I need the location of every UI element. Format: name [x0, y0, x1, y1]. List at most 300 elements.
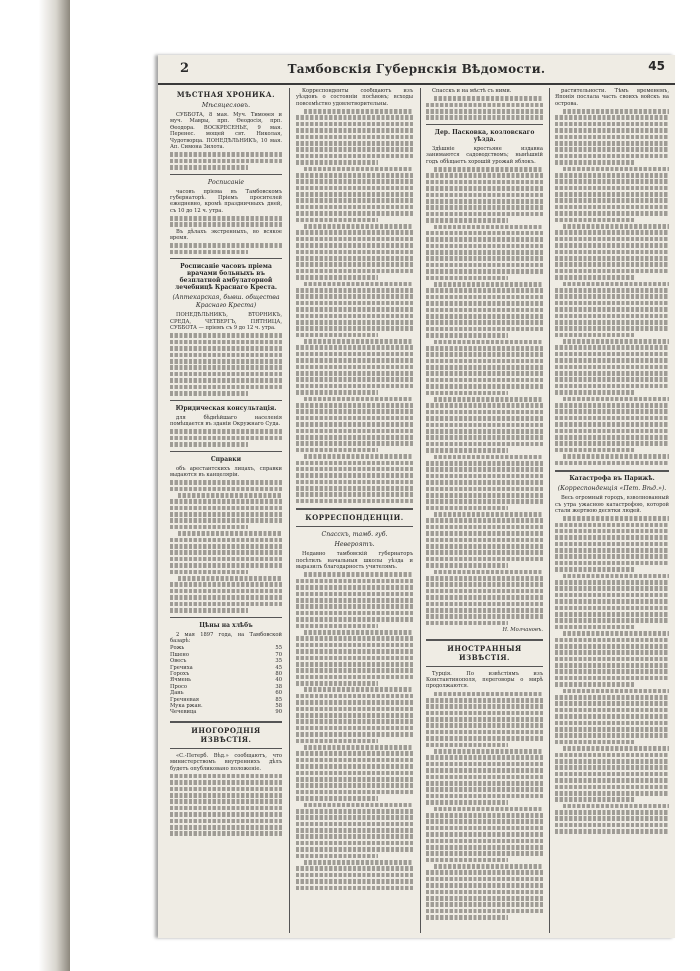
references-title: Справки [210, 455, 242, 463]
illegible-text-line [296, 486, 413, 491]
illegible-text-line [555, 682, 635, 687]
illegible-text-line [296, 198, 413, 203]
illegible-text-line [296, 624, 378, 629]
illegible-text-line [434, 96, 543, 101]
illegible-text-line [426, 205, 543, 210]
clinic-text: ПОНЕДѢЛЬНИКЪ, ВТОРНИКЪ, СРЕДА, ЧЕТВЕРГЪ, ПЯТНИЦА, СУББОТА — пріемъ съ 9 до 12 ч. утра. [170, 312, 282, 332]
illegible-text-line [296, 822, 413, 827]
bread-prices-title: Цѣны на хлѣбъ [199, 621, 253, 629]
paris-catastrophe-title: Катастрофа въ Парижѣ. [569, 475, 655, 483]
illegible-text-line [563, 689, 669, 694]
schedule-text: часовъ пріема въ Тамбовскомъ губернаторѣ. Пріемъ просителей ежедневно, кромѣ праздничныхъ дней, съ 10 до 12 ч. утра. [170, 188, 282, 214]
illegible-text-line [555, 269, 669, 274]
illegible-text-line [434, 225, 543, 230]
illegible-text-line [304, 745, 413, 750]
bread-price-name: Чечевица [170, 709, 197, 716]
newspaper-page [158, 55, 675, 938]
illegible-text-line [555, 669, 669, 674]
illegible-text-line [426, 231, 543, 236]
illegible-text-line [555, 307, 669, 312]
illegible-text-line [304, 339, 413, 344]
illegible-text-line [426, 109, 543, 114]
illegible-text-line [296, 681, 378, 686]
illegible-text-line [296, 668, 413, 673]
illegible-text-line [426, 602, 543, 607]
illegible-text-line [426, 518, 543, 523]
illegible-text-line [555, 816, 669, 821]
illegible-text-line [426, 544, 543, 549]
illegible-text-line [426, 755, 543, 760]
illegible-text-line [296, 732, 413, 737]
illegible-text-line [555, 416, 669, 421]
illegible-text-line [296, 828, 413, 833]
bread-price-name: Ячмень [170, 677, 192, 684]
illegible-text-line [555, 128, 669, 133]
correspondence-text: Недавно тамбовскій губернаторъ посѣтилъ начальныя школы уѣзда и выразилъ благодарность учителямъ. [296, 551, 413, 571]
illegible-text-line [296, 764, 413, 769]
illegible-text-line [426, 787, 543, 792]
column-rule [289, 88, 290, 933]
illegible-text-line [426, 531, 543, 536]
illegible-text-line [426, 614, 543, 619]
illegible-text-line [555, 422, 669, 427]
illegible-text-line [555, 256, 669, 261]
bread-price-value: 80 [275, 670, 282, 677]
illegible-text-line [426, 557, 543, 562]
illegible-text-line [296, 649, 413, 654]
illegible-text-line [555, 561, 669, 566]
illegible-text-line [296, 643, 413, 648]
illegible-text-line [426, 115, 543, 120]
illegible-text-line [304, 572, 413, 577]
illegible-text-line [555, 676, 669, 681]
illegible-text-line [296, 205, 413, 210]
illegible-text-line [555, 823, 669, 828]
column-3-top: Спасскъ и на мѣстѣ съ ними. [432, 88, 512, 94]
paris-catastrophe-text: Весь огромный городъ, взволнованный съ утра ужасною катастрофою, которой стали жертвою десятки людей. [555, 495, 669, 514]
illegible-text-line [296, 326, 413, 331]
illegible-text-line [296, 352, 413, 357]
illegible-text-line [426, 244, 543, 249]
illegible-text-line [434, 864, 543, 869]
bread-price-value: 70 [275, 651, 282, 658]
illegible-text-line [555, 403, 669, 408]
illegible-text-line [555, 301, 669, 306]
illegible-text-line [296, 579, 413, 584]
illegible-text-line [426, 250, 543, 255]
legal-consult-text: для бѣднѣйшаго населенія помѣщается въ зданіи Окружнаго Суда. [170, 414, 282, 427]
illegible-text-line [296, 611, 413, 616]
illegible-text-line [296, 886, 413, 891]
illegible-text-line [426, 915, 508, 920]
legal-consult-title: Юридическая консультація. [175, 404, 277, 412]
illegible-text-line [555, 345, 669, 350]
illegible-text-line [555, 275, 635, 280]
column-1 [170, 88, 282, 933]
illegible-text-line [296, 429, 413, 434]
illegible-text-line [426, 563, 508, 568]
illegible-text-line [296, 707, 413, 712]
illegible-text-line [296, 384, 413, 389]
illegible-text-line [426, 378, 543, 383]
illegible-text-line [426, 448, 508, 453]
illegible-text-line [296, 854, 378, 859]
foreign-city-news-text: «С.-Петерб. Вѣд.» сообщаютъ, что министерствомъ внутреннихъ дѣлъ будетъ опубликовано положеніе. [170, 752, 282, 772]
illegible-text-line [304, 224, 413, 229]
illegible-text-line [555, 810, 669, 815]
column-3 [426, 88, 543, 933]
illegible-text-line [296, 796, 378, 801]
village-correspondence-title: Дер. Пасковка, козловскаго уѣзда. [434, 128, 535, 143]
illegible-text-line [555, 740, 635, 745]
bread-price-name: Рожь [170, 645, 185, 652]
illegible-text-line [304, 397, 413, 402]
bread-price-value: 35 [275, 658, 282, 665]
illegible-text-line [296, 320, 413, 325]
bread-prices-caption: 2 мая 1897 года, на Тамбовской базарѣ: [170, 631, 282, 644]
illegible-text-line [426, 870, 543, 875]
illegible-text-line [555, 612, 669, 617]
illegible-text-line [426, 851, 543, 856]
illegible-text-line [555, 384, 669, 389]
illegible-text-line [426, 550, 543, 555]
illegible-text-line [296, 160, 378, 165]
illegible-text-line [426, 410, 543, 415]
illegible-text-line [563, 282, 669, 287]
illegible-text-line [555, 135, 669, 140]
illegible-text-line [555, 211, 669, 216]
illegible-text-line [296, 598, 413, 603]
illegible-text-line [296, 294, 413, 299]
illegible-text-line [296, 758, 413, 763]
illegible-text-line [555, 371, 669, 376]
illegible-text-line [296, 473, 413, 478]
illegible-text-line [426, 704, 543, 709]
illegible-text-line [555, 122, 669, 127]
illegible-text-line [296, 173, 413, 178]
bread-prices-table [170, 645, 282, 715]
illegible-text-line [563, 804, 669, 809]
illegible-text-line [426, 717, 543, 722]
illegible-text-line [296, 783, 413, 788]
column-2-intro: Корреспонденты сообщаютъ изъ уѣздовъ о состояніи посѣвовъ; всходы повсемѣстно удовлетворительны. [296, 88, 413, 107]
illegible-text-line [426, 314, 543, 319]
illegible-text-line [296, 288, 413, 293]
illegible-text-line [426, 589, 543, 594]
calendar-text: СУББОТА, 8 мая. Муч. Тимоѳея и муч. Мавры, прп. Ѳеодосія, прп. Ѳеодора. ВОСКРЕСЕНЬЕ, 9 мая. Перенес. мощей свт. Николая, Чудотворца. ПОНЕДѢЛЬНИКЪ, 10 мая. Ап. Симона Зилота. [170, 112, 282, 151]
illegible-text-line [426, 276, 508, 281]
page-header [158, 55, 675, 85]
illegible-text-line [555, 785, 669, 790]
illegible-text-line [426, 359, 543, 364]
illegible-text-line [296, 307, 413, 312]
correspondence-title: КОРРЕСПОНДЕНЦІИ. [305, 513, 404, 523]
illegible-text-line [555, 352, 669, 357]
illegible-text-line [555, 772, 669, 777]
village-correspondence-text: Здѣшніе крестьяне издавна занимаются садоводствомъ; нынѣшній годъ обѣщаетъ хорошій урожай яблокъ. [426, 145, 543, 165]
illegible-text-line [296, 790, 413, 795]
illegible-text-line [555, 262, 669, 267]
illegible-text-line [426, 883, 543, 888]
illegible-text-line [426, 902, 543, 907]
bread-price-name: Гречневая [170, 696, 200, 703]
illegible-text-line [555, 288, 669, 293]
illegible-text-line [426, 858, 508, 863]
illegible-text-line [426, 775, 543, 780]
illegible-text-line [296, 771, 413, 776]
illegible-text-line [563, 574, 669, 579]
bread-price-name: Овесъ [170, 658, 187, 665]
illegible-text-line [563, 516, 669, 521]
illegible-text-line [555, 409, 669, 414]
illegible-text-line [426, 608, 543, 613]
column-rule [549, 88, 550, 933]
illegible-text-line [555, 173, 669, 178]
column-rule [420, 88, 421, 933]
column-2 [296, 88, 413, 933]
illegible-text-line [296, 617, 413, 622]
illegible-text-line [426, 896, 543, 901]
foreign-news-text: Турція. По извѣстіямъ изъ Константинополя, переговоры о мирѣ продолжаются. [426, 670, 543, 690]
illegible-text-line [555, 625, 635, 630]
illegible-text-line [296, 713, 413, 718]
illegible-text-line [555, 198, 669, 203]
illegible-text-line [426, 173, 543, 178]
illegible-text-line [426, 212, 543, 217]
bread-price-name: Горохъ [170, 670, 190, 677]
illegible-text-line [555, 179, 669, 184]
illegible-text-line [434, 167, 543, 172]
bread-price-name: Пшено [170, 651, 189, 658]
illegible-text-line [296, 256, 413, 261]
illegible-text-line [296, 499, 413, 504]
clinic-title: Росписаніе часовъ пріема врачами больныхъ въ безплатной амбулаторной лечебницѣ Краснаго Креста. [175, 263, 277, 292]
illegible-text-line [296, 585, 413, 590]
illegible-text-line [555, 791, 669, 796]
clinic-subtitle: (Аптекарская, бывш. общества Краснаго Креста) [172, 294, 280, 310]
notice-text: Въ дѣлахъ экстренныхъ, во всякое время. [170, 228, 282, 242]
illegible-text-line [426, 480, 543, 485]
references-text: объ арестантскихъ лицахъ, справки выдаются въ канцеляріи. [170, 465, 282, 478]
illegible-text-line [304, 109, 413, 114]
illegible-text-line [296, 128, 413, 133]
illegible-text-line [555, 441, 669, 446]
illegible-text-line [426, 538, 543, 543]
illegible-text-line [296, 192, 413, 197]
bread-price-value: 55 [275, 645, 282, 652]
illegible-text-line [296, 662, 413, 667]
illegible-text-line [426, 595, 543, 600]
illegible-text-line [555, 586, 669, 591]
illegible-text-line [296, 448, 378, 453]
illegible-text-line [555, 733, 669, 738]
illegible-text-line [426, 487, 543, 492]
illegible-text-line [296, 726, 413, 731]
illegible-text-line [426, 499, 543, 504]
illegible-text-line [296, 301, 413, 306]
paris-catastrophe-source: (Корреспонденція «Пет. Вѣд.»). [557, 485, 667, 493]
illegible-text-line [426, 435, 543, 440]
illegible-text-line [296, 873, 413, 878]
illegible-text-line [426, 839, 543, 844]
book-binding-shadow [0, 0, 70, 971]
illegible-text-line [555, 115, 669, 120]
illegible-text-line [426, 525, 543, 530]
illegible-text-line [426, 794, 543, 799]
illegible-text-line [555, 657, 669, 662]
illegible-text-line [296, 275, 378, 280]
illegible-text-line [555, 599, 669, 604]
illegible-text-line [434, 807, 543, 812]
illegible-text-line [555, 695, 669, 700]
illegible-text-line [304, 803, 413, 808]
illegible-text-line [555, 829, 669, 834]
illegible-text-line [563, 109, 669, 114]
illegible-text-line [555, 218, 635, 223]
illegible-text-line [426, 320, 543, 325]
illegible-text-line [563, 339, 669, 344]
illegible-text-line [296, 122, 413, 127]
illegible-text-line [555, 606, 669, 611]
bread-price-name: Мука ржан. [170, 703, 203, 709]
illegible-text-line [555, 765, 669, 770]
illegible-text-line [434, 570, 543, 575]
illegible-text-line [426, 819, 543, 824]
bread-price-name: Дань [170, 690, 184, 697]
illegible-text-line [296, 866, 413, 871]
bread-price-value: 90 [275, 709, 282, 716]
illegible-text-line [555, 390, 635, 395]
illegible-text-line [555, 542, 669, 547]
illegible-text-line [426, 730, 543, 735]
illegible-text-line [296, 751, 413, 756]
illegible-text-line [296, 636, 413, 641]
illegible-text-line [296, 211, 413, 216]
bread-price-value: 38 [275, 683, 282, 690]
illegible-text-line [555, 365, 669, 370]
illegible-text-line [555, 435, 669, 440]
illegible-text-line [426, 218, 508, 223]
illegible-text-line [555, 250, 669, 255]
illegible-text-line [426, 193, 543, 198]
illegible-text-line [555, 644, 669, 649]
illegible-text-line [426, 295, 543, 300]
illegible-text-line [563, 454, 669, 459]
illegible-text-line [426, 723, 543, 728]
illegible-text-line [296, 847, 413, 852]
illegible-text-line [434, 397, 543, 402]
page-number-left: 2 [180, 61, 190, 76]
illegible-text-line [555, 243, 669, 248]
illegible-text-line [426, 416, 543, 421]
illegible-text-line [426, 736, 543, 741]
illegible-text-line [426, 269, 543, 274]
illegible-text-line [426, 698, 543, 703]
illegible-text-line [304, 630, 413, 635]
illegible-text-line [426, 461, 543, 466]
illegible-text-line [555, 567, 635, 572]
illegible-text-line [434, 692, 543, 697]
illegible-text-line [296, 186, 413, 191]
illegible-text-line [296, 237, 413, 242]
illegible-text-line [426, 467, 543, 472]
illegible-text-line [296, 345, 413, 350]
illegible-text-line [426, 909, 543, 914]
page-number-right: 45 [648, 59, 665, 73]
column-4-top: растительности. Тѣмъ временемъ, Японія послала часть своихъ войскъ на острова. [555, 88, 669, 107]
illegible-text-line [426, 103, 543, 108]
foreign-news-title: ИНОСТРАННЫЯ ИЗВѢСТІЯ. [447, 643, 522, 662]
illegible-text-line [304, 687, 413, 692]
illegible-text-line [296, 656, 413, 661]
illegible-text-line [555, 554, 669, 559]
illegible-text-line [563, 631, 669, 636]
illegible-text-line [426, 442, 543, 447]
illegible-text-line [296, 250, 413, 255]
illegible-text-line [296, 377, 413, 382]
illegible-text-line [304, 860, 413, 865]
illegible-text-line [555, 320, 669, 325]
illegible-text-line [426, 826, 543, 831]
illegible-text-line [555, 650, 669, 655]
illegible-text-line [555, 753, 669, 758]
illegible-text-line [434, 512, 543, 517]
illegible-text-line [555, 523, 669, 528]
illegible-text-line [426, 365, 543, 370]
bread-price-name: Гречиха [170, 664, 193, 671]
illegible-text-line [296, 719, 413, 724]
illegible-text-line [296, 179, 413, 184]
illegible-text-line [296, 358, 413, 363]
illegible-text-line [296, 492, 413, 497]
illegible-text-line [296, 461, 413, 466]
illegible-text-line [555, 154, 669, 159]
bread-price-value: 60 [275, 690, 282, 697]
illegible-text-line [296, 416, 413, 421]
illegible-text-line [555, 618, 669, 623]
illegible-text-line [296, 262, 413, 267]
illegible-text-line [296, 147, 413, 152]
illegible-text-line [426, 845, 543, 850]
signature: Н. Молчановъ. [502, 627, 543, 634]
illegible-text-line [426, 621, 508, 626]
illegible-text-line [555, 778, 669, 783]
illegible-text-line [555, 160, 635, 165]
illegible-text-line [426, 493, 543, 498]
bread-price-name: Просо [170, 683, 187, 690]
illegible-text-line [296, 269, 413, 274]
illegible-text-line [426, 327, 543, 332]
illegible-text-line [426, 800, 508, 805]
illegible-text-line [426, 743, 508, 748]
illegible-text-line [426, 429, 543, 434]
illegible-text-line [296, 480, 413, 485]
illegible-text-line [563, 397, 669, 402]
column-4 [555, 88, 669, 933]
illegible-text-line [426, 333, 508, 338]
bread-price-row [170, 709, 282, 715]
illegible-text-line [296, 841, 413, 846]
illegible-text-line [555, 429, 669, 434]
illegible-text-line [296, 467, 413, 472]
illegible-text-line [555, 186, 669, 191]
illegible-text-line [296, 834, 413, 839]
illegible-text-line [426, 263, 543, 268]
illegible-text-line [296, 739, 378, 744]
illegible-text-line [555, 708, 669, 713]
illegible-text-line [296, 435, 413, 440]
section-subtitle: Мѣсяцесловъ. [201, 102, 251, 109]
